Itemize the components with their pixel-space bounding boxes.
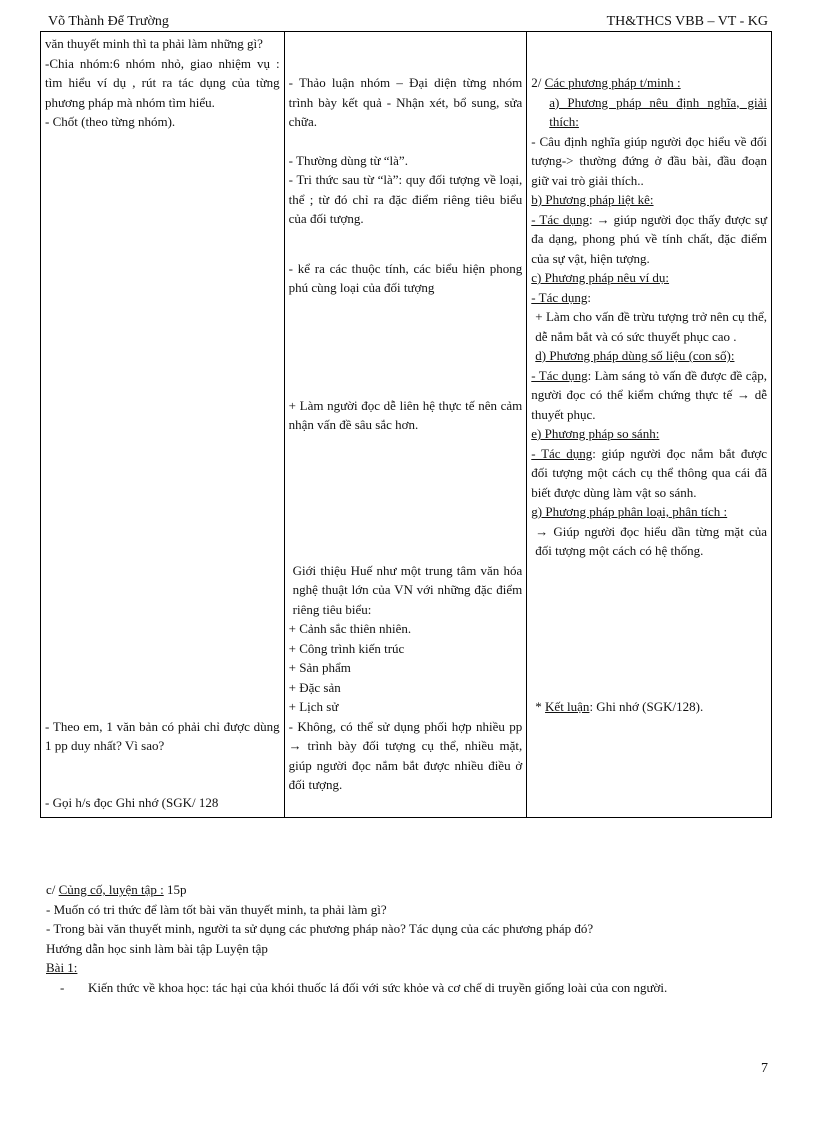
col2-hue-intro: Giới thiệu Huế như một trung tâm văn hóa nghệ thuật lớn của VN với những đặc điểm riêng tiêu biểu: [292, 562, 523, 617]
practice-guide: Hướng dẫn học sinh làm bài tập Luyện tập [46, 940, 268, 956]
col2-hue-5: + Lịch sử [288, 699, 339, 714]
method-c-body: + Làm cho vấn đề trừu tượng trở nên cụ thể, dễ nắm bắt và có sức thuyết phục cao . [535, 309, 767, 344]
practice-section [46, 880, 770, 997]
col1-question-cont: văn thuyết minh thì ta phải làm những gì? [45, 36, 263, 51]
header-school: TH&THCS VBB – VT - KG [606, 14, 768, 29]
col3-title: 2/ Các phương pháp t/minh : [531, 75, 681, 90]
col1-read-note: - Gọi h/s đọc Ghi nhớ (SGK/ 128 [45, 794, 219, 810]
method-b-body: - Tác dụng: → giúp người đọc thấy được sự đa dạng, phong phú về tính chất, đặc điểm của sự vật, hiện tượng. [531, 211, 768, 266]
header-author: Võ Thành Để Trường [48, 14, 169, 29]
conclusion: * Kết luận: Ghi nhớ (SGK/128). [535, 698, 704, 714]
practice-question-1: - Muốn có tri thức để làm tốt bài văn thuyết minh, ta phải làm gì? [46, 901, 387, 917]
col2-hue-2: + Công trình kiến trúc [288, 640, 405, 656]
exercise-1-text: Kiến thức về khoa học: tác hại của khói thuốc lá đối với sức khỏe và cơ chế di truyền giống loài của con người. [88, 979, 668, 995]
teacher-activity-column [41, 32, 285, 818]
col2-hue-3: + Sản phẩm [288, 660, 351, 675]
method-g-heading: g) Phương pháp phân loại, phân tích : [531, 504, 728, 519]
student-activity-column [284, 32, 527, 818]
method-c-label: - Tác dụng: [531, 289, 591, 305]
practice-question-2: - Trong bài văn thuyết minh, người ta sử dụng các phương pháp nào? Tác dụng của các phương pháp đó? [46, 921, 594, 936]
method-g-body: → Giúp người đọc hiểu dần từng mặt của đối tượng một cách có hệ thống. [535, 523, 767, 558]
practice-heading: c/ Củng cố, luyện tập : 15p [46, 882, 187, 897]
col2-relate: + Làm người đọc dễ liên hệ thực tế nên cảm nhận vấn đề sâu sắc hơn. [288, 397, 523, 432]
method-b-heading: b) Phương pháp liệt kê: [531, 192, 654, 207]
page-header [46, 13, 772, 32]
col2-discussion: - Thảo luận nhóm – Đại diện từng nhóm trình bày kết quả - Nhận xét, bổ sung, sửa chữa. [288, 75, 523, 129]
col2-hue-1: + Cảnh sắc thiên nhiên. [288, 621, 412, 636]
method-d-body: - Tác dụng: Làm sáng tỏ vấn đề được đề cập, người đọc có thể kiểm chứng thực tế → dễ thuyết phục. [531, 367, 767, 422]
lesson-table [40, 31, 772, 818]
col2-knowledge: - Tri thức sau từ “là”: quy đối tượng về loại, thể ; từ đó chỉ ra đặc điểm riêng tiêu biểu của đối tượng. [288, 172, 523, 226]
col1-group-task: -Chia nhóm:6 nhóm nhỏ, giao nhiệm vụ : tìm hiểu ví dụ , rút ra tác dụng của từng phương pháp mà nhóm tìm hiểu. [45, 55, 280, 110]
exercise-1-title: Bài 1: [46, 960, 78, 975]
col2-properties: - kể ra các thuộc tính, các biểu hiện phong phú cùng loại của đối tượng [288, 260, 523, 295]
method-a-body: - Câu định nghĩa giúp người đọc hiểu về đối tượng-> thường đứng ở đầu bài, đầu đoạn giữ vai trò giải thích.. [531, 133, 767, 188]
method-d-heading: d) Phương pháp dùng số liệu (con số): [535, 348, 735, 363]
col2-la: - Thường dùng từ “là”. [288, 152, 408, 168]
page-number: 7 [761, 1061, 768, 1076]
col2-answer: - Không, có thể sử dụng phối hợp nhiều pp → trình bày đối tượng cụ thể, nhiều mặt, giúp người đọc nắm bắt được nhiều điều ở đối tượng. [288, 718, 523, 792]
method-e-heading: e) Phương pháp so sánh: [531, 426, 660, 441]
method-c-heading: c) Phương pháp nêu ví dụ: [531, 270, 670, 285]
method-e-body: - Tác dụng: giúp người đọc nắm bắt được đối tượng một cách cụ thể thông qua cái đã biết được dùng làm vật so sánh. [531, 445, 768, 500]
method-a-heading: a) Phương pháp nêu định nghĩa, giải thích: [549, 94, 767, 129]
exercise-1-item [46, 978, 770, 998]
bullet-dash: - [60, 979, 65, 995]
col1-question: - Theo em, 1 văn bản có phải chỉ được dùng 1 pp duy nhất? Vì sao? [45, 718, 280, 753]
content-column [527, 32, 772, 818]
col1-conclude: - Chốt (theo từng nhóm). [45, 114, 176, 129]
col2-hue-4: + Đặc sản [288, 679, 341, 695]
